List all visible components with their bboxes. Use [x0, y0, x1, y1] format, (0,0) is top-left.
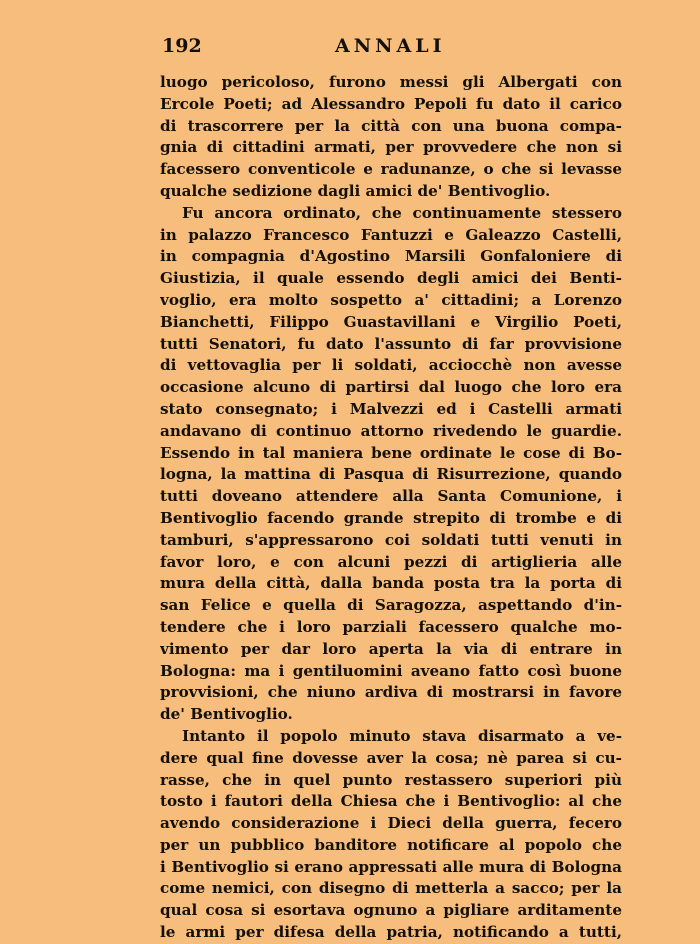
text-line: stato consegnato; i Malvezzi ed i Castelli armati — [160, 399, 622, 418]
text-line: gnia di cittadini armati, per provvedere che non si — [160, 138, 622, 157]
text-line: Fu ancora ordinato, che continuamente stessero — [182, 203, 622, 222]
text-line: in palazzo Francesco Fantuzzi e Galeazzo Castelli, — [160, 225, 622, 244]
text-line: de' Bentivoglio. — [160, 705, 293, 724]
text-line: mura della città, dalla banda posta tra la porta di — [160, 574, 622, 593]
text-line: dere qual fine dovesse aver la cosa; nè parea si cu- — [160, 748, 622, 767]
text-line: tutti Senatori, fu dato l'assunto di far provvisione — [160, 334, 622, 353]
text-line: andavano di continuo attorno rivedendo le guardie. — [160, 421, 622, 440]
text-line: come nemici, con disegno di metterla a sacco; per la — [160, 879, 622, 898]
text-line: tendere che i loro parziali facessero qualche mo- — [160, 617, 622, 636]
text-line: provvisioni, che niuno ardiva di mostrarsi in favore — [160, 683, 622, 702]
page-number: 192 — [162, 35, 202, 57]
page-header — [160, 34, 620, 58]
text-line: tosto i fautori della Chiesa che i Bentivoglio: al che — [160, 792, 622, 811]
text-line: di vettovaglia per li soldati, acciocchè non avesse — [160, 356, 622, 375]
running-head: ANNALI — [335, 35, 446, 57]
text-line: rasse, che in quel punto restassero superiori più — [160, 770, 622, 789]
text-line: Essendo in tal maniera bene ordinate le cose di Bo- — [160, 443, 622, 462]
text-line: qualche sedizione dagli amici de' Bentivoglio. — [160, 181, 551, 200]
text-line: luogo pericoloso, furono messi gli Albergati con — [160, 73, 622, 91]
text-line: per un pubblico banditore notificare al popolo che — [160, 835, 622, 854]
text-line: Ercole Poeti; ad Alessandro Pepoli fu dato il carico — [160, 94, 622, 113]
text-line: occasione alcuno di partirsi dal luogo che loro era — [160, 378, 622, 397]
text-line: vimento per dar loro aperta la via di entrare in — [160, 639, 622, 658]
text-line: i Bentivoglio si erano appressati alle mura di Bologna — [160, 857, 622, 876]
text-line: Bentivoglio facendo grande strepito di trombe e di — [160, 508, 622, 527]
text-line: tamburi, s'appressarono coi soldati tutti venuti in — [160, 530, 622, 549]
text-line: Intanto il popolo minuto stava disarmato a ve- — [182, 726, 622, 745]
text-line: voglio, era molto sospetto a' cittadini; a Lorenzo — [160, 290, 622, 309]
text-line: san Felice e quella di Saragozza, aspettando d'in- — [160, 596, 622, 615]
text-line: facessero conventicole e radunanze, o che si levasse — [160, 160, 622, 179]
text-line: di trascorrere per la città con una buona compa- — [160, 116, 622, 135]
text-line: favor loro, e con alcuni pezzi di artiglieria alle — [160, 552, 622, 571]
text-line: Giustizia, il quale essendo degli amici dei Benti- — [160, 269, 622, 288]
text-line: le armi per difesa della patria, notificando a tutti, — [160, 923, 622, 942]
text-line: Bologna: ma i gentiluomini aveano fatto così buone — [160, 661, 622, 680]
text-line: qual cosa si esortava ognuno a pigliare arditamente — [160, 901, 622, 920]
text-line: Bianchetti, Filippo Guastavillani e Virgilio Poeti, — [160, 312, 622, 331]
body-text — [160, 72, 622, 944]
text-line: avendo considerazione i Dieci della guerra, fecero — [160, 814, 622, 833]
text-line: in compagnia d'Agostino Marsili Gonfaloniere di — [160, 247, 622, 266]
text-line: logna, la mattina di Pasqua di Risurrezione, quando — [160, 465, 622, 484]
text-line: tutti doveano attendere alla Santa Comunione, i — [160, 487, 622, 506]
